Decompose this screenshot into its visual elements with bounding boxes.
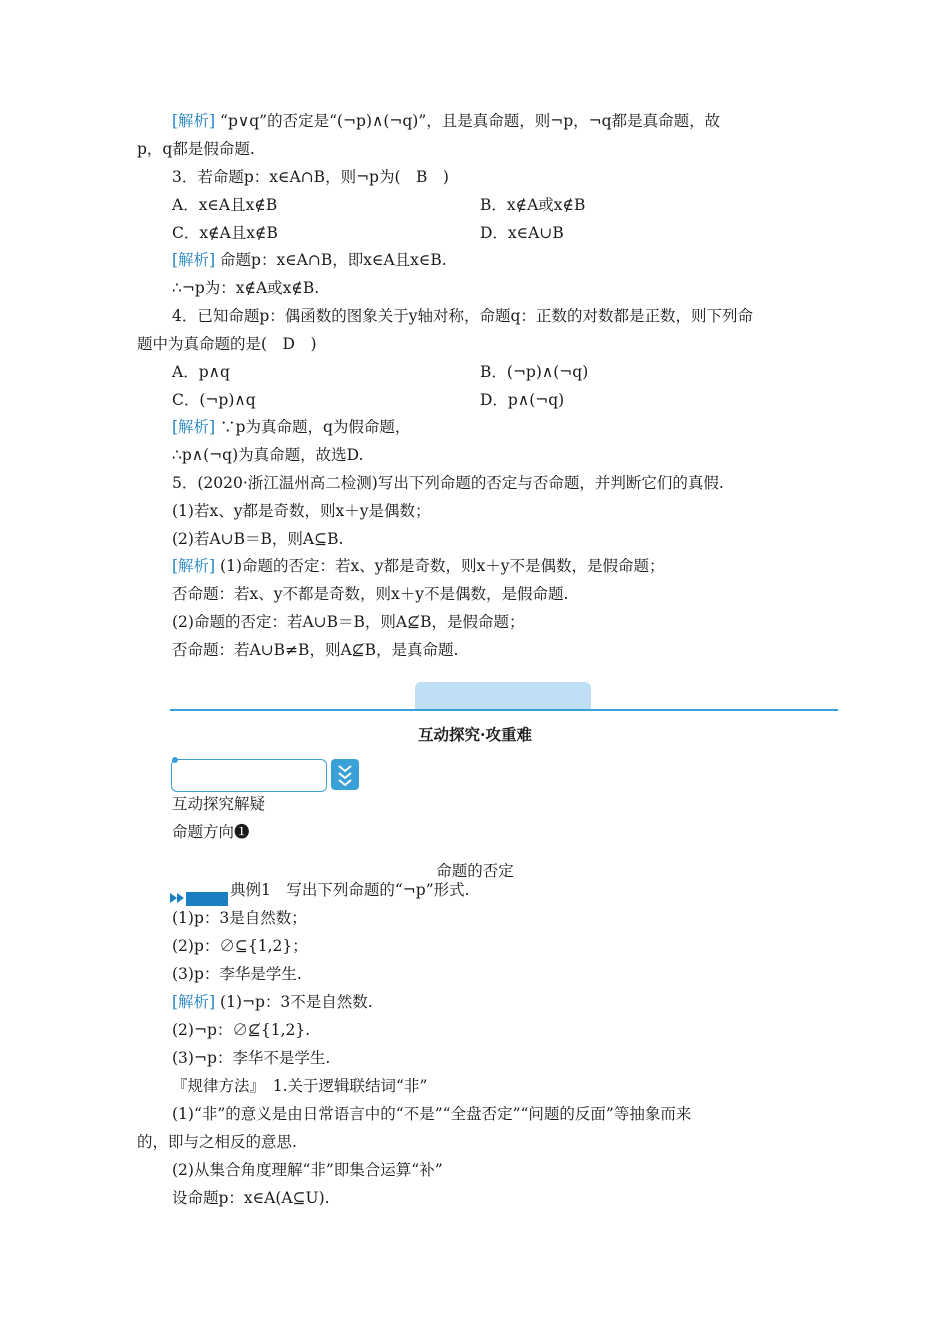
line-text: (2)¬p：∅⊈{1,2}.	[172, 1021, 311, 1039]
text-line	[137, 333, 317, 355]
line-text: ∵p为真命题，q为假命题，	[215, 418, 411, 436]
line-text: 『规律方法』 1.关于逻辑联结词“非”	[172, 1077, 428, 1095]
text-line	[172, 277, 319, 299]
text-line	[172, 416, 410, 438]
answer-option: D．x∈A∪B	[480, 224, 564, 242]
text-line	[172, 1103, 691, 1125]
line-text: 典例1 写出下列命题的“¬p”形式.	[230, 881, 470, 899]
text-line	[172, 444, 363, 466]
text-line	[172, 963, 302, 985]
analysis-tag: [解析]	[172, 993, 216, 1011]
line-text: (3)¬p：李华不是学生.	[172, 1049, 331, 1067]
text-line	[230, 879, 470, 901]
answer-option: C．(¬p)∧q	[172, 391, 256, 409]
line-text: (1)“非”的意义是由日常语言中的“不是”“全盘否定”“问题的反面”等抽象而来	[172, 1105, 692, 1123]
section-title: 互动探究·攻重难	[418, 725, 532, 744]
text-line	[172, 1075, 427, 1097]
answer-option: C．x∉A且x∉B	[172, 224, 278, 242]
text-line	[172, 1019, 310, 1041]
text-line	[172, 305, 753, 327]
text-line	[172, 472, 724, 494]
line-text: (1)若x、y都是奇数，则x＋y是偶数；	[172, 502, 431, 520]
text-line	[172, 500, 430, 522]
line-text: 命题方向❶	[172, 823, 250, 841]
line-text: (2)命题的否定：若A∪B＝B，则A⊈B，是假命题；	[172, 613, 525, 631]
text-line	[137, 138, 255, 160]
text-line	[172, 583, 568, 605]
line-text: (2)从集合角度理解“非”即集合运算“补”	[172, 1161, 443, 1179]
line-text: 3．若命题p：x∈A∩B，则¬p为( B )	[172, 168, 449, 186]
text-line	[172, 528, 343, 550]
line-text: (1)命题的否定：若x、y都是奇数，则x＋y不是偶数，是假命题；	[215, 557, 665, 575]
section-tab	[415, 682, 591, 710]
text-line	[172, 935, 308, 957]
section-divider	[170, 709, 838, 711]
line-text: (1)¬p：3不是自然数.	[215, 993, 373, 1011]
line-text: 题中为真命题的是( D )	[137, 335, 317, 353]
text-line	[137, 1131, 297, 1153]
answer-option: A．x∈A且x∉B	[172, 196, 278, 214]
analysis-tag: [解析]	[172, 112, 216, 130]
line-text: 4．已知命题p：偶函数的图象关于y轴对称，命题q：正数的对数都是正数，则下列命	[172, 307, 753, 325]
line-text: p，q都是假命题.	[137, 140, 255, 158]
answer-option: B．x∉A或x∉B	[480, 196, 586, 214]
text-line	[172, 821, 250, 843]
analysis-tag: [解析]	[172, 251, 216, 269]
answer-option: B．(¬p)∧(¬q)	[480, 363, 589, 381]
line-text: “p∨q”的否定是“(¬p)∧(¬q)”，且是真命题，则¬p，¬q都是真命题，故	[215, 112, 721, 130]
line-text: 5．(2020·浙江温州高二检测)写出下列命题的否定与否命题，并判断它们的真假.	[172, 474, 724, 492]
text-line	[172, 639, 458, 661]
text-line	[172, 793, 265, 815]
line-text: (2)p：∅⊆{1,2}；	[172, 937, 308, 955]
line-text: 的，即与之相反的意思.	[137, 1133, 297, 1151]
chevron-down-icon	[331, 759, 359, 790]
analysis-tag: [解析]	[172, 418, 216, 436]
text-line	[172, 110, 720, 132]
text-line	[172, 991, 373, 1013]
line-text: 否命题：若A∪B≠B，则A⊈B，是真命题.	[172, 641, 459, 659]
text-line	[172, 907, 307, 929]
line-text: 命题p：x∈A∩B，即x∈A且x∈B.	[215, 251, 447, 269]
line-text: ∴¬p为：x∉A或x∉B.	[172, 279, 320, 297]
text-line	[172, 611, 525, 633]
fast-forward-icon	[170, 889, 186, 911]
box-dot-icon	[172, 757, 178, 763]
line-text: (1)p：3是自然数；	[172, 909, 307, 927]
line-text: (2)若A∪B＝B，则A⊆B.	[172, 530, 344, 548]
answer-option: A．p∧q	[172, 363, 230, 381]
text-line	[172, 166, 449, 188]
text-line	[172, 1159, 443, 1181]
text-line	[172, 555, 665, 577]
topic-title: 命题的否定	[436, 862, 514, 880]
line-text: 设命题p：x∈A(A⊆U).	[172, 1189, 330, 1207]
example-badge	[186, 892, 228, 906]
answer-option: D．p∧(¬q)	[480, 391, 565, 409]
text-line	[172, 1047, 330, 1069]
text-line	[172, 249, 447, 271]
line-text: (3)p：李华是学生.	[172, 965, 302, 983]
line-text: ∴p∧(¬q)为真命题，故选D.	[172, 446, 364, 464]
text-line	[172, 1187, 330, 1209]
section-label-box	[171, 759, 327, 792]
line-text: 否命题：若x、y不都是奇数，则x＋y不是偶数，是假命题.	[172, 585, 569, 603]
analysis-tag: [解析]	[172, 557, 216, 575]
line-text: 互动探究解疑	[172, 795, 266, 813]
